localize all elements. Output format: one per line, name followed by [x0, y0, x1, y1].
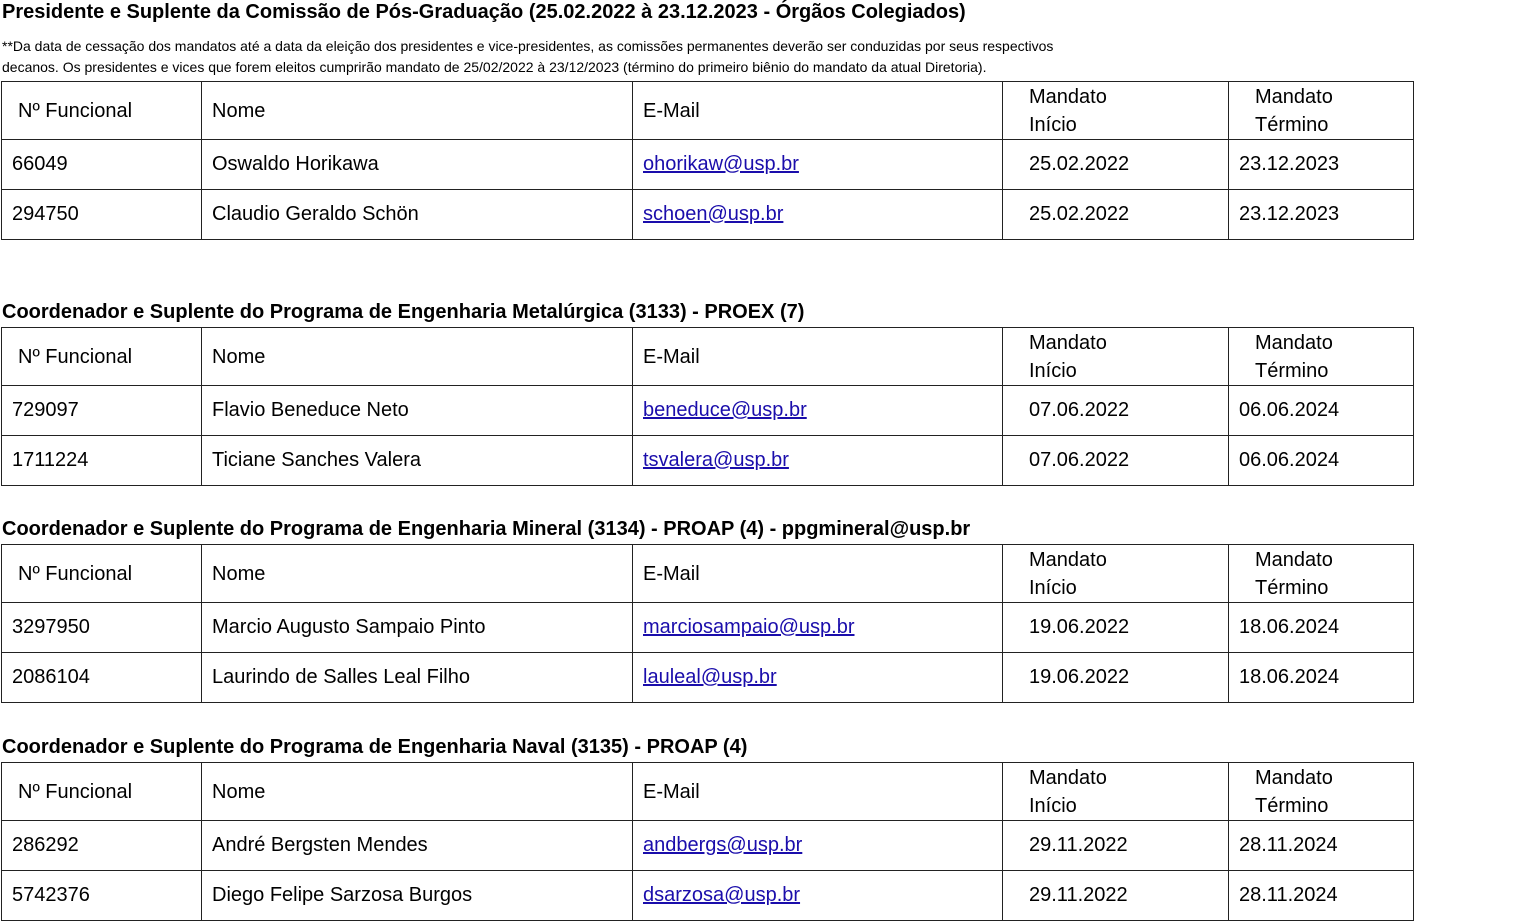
- header-end: Mandato Término: [1229, 545, 1414, 603]
- cell-end: 23.12.2023: [1229, 190, 1414, 240]
- header-name: Nome: [202, 763, 633, 821]
- header-id: Nº Funcional: [2, 545, 202, 603]
- table-header-row: [2, 82, 1414, 140]
- cell-email: [633, 653, 1003, 703]
- table-comissao-pos-graduacao: [1, 81, 1414, 240]
- cell-name: Diego Felipe Sarzosa Burgos: [202, 871, 633, 921]
- cell-id: 286292: [2, 821, 202, 871]
- email-link[interactable]: lauleal@usp.br: [643, 666, 777, 688]
- table-row: [2, 386, 1414, 436]
- header-start: Mandato Início: [1003, 328, 1229, 386]
- email-link[interactable]: beneduce@usp.br: [643, 399, 807, 421]
- cell-end: 23.12.2023: [1229, 140, 1414, 190]
- header-start: Mandato Início: [1003, 82, 1229, 140]
- header-name: Nome: [202, 545, 633, 603]
- header-end: Mandato Término: [1229, 328, 1414, 386]
- cell-end: 06.06.2024: [1229, 436, 1414, 486]
- cell-email: [633, 190, 1003, 240]
- section-1-title: Presidente e Suplente da Comissão de Pós-Graduação (25.02.2022 à 23.12.2023 - Órgãos Colegiados): [2, 1, 966, 23]
- table-row: [2, 436, 1414, 486]
- cell-name: André Bergsten Mendes: [202, 821, 633, 871]
- mandate-note-line-1: **Da data de cessação dos mandatos até a data da eleição dos presidentes e vice-presidentes, as comissões permanentes deverão ser conduzidas por seus respectivos: [2, 38, 1054, 54]
- table-header-row: [2, 328, 1414, 386]
- cell-email: [633, 386, 1003, 436]
- table-row: [2, 653, 1414, 703]
- header-email: E-Mail: [633, 328, 1003, 386]
- table-row: [2, 190, 1414, 240]
- mandate-note-line-2: decanos. Os presidentes e vices que forem eleitos cumprirão mandato de 25/02/2022 à 23/12/2023 (término do primeiro biênio do mandato da atual Diretoria).: [2, 59, 987, 75]
- email-link[interactable]: andbergs@usp.br: [643, 834, 803, 856]
- email-link[interactable]: tsvalera@usp.br: [643, 449, 789, 471]
- cell-id: 1711224: [2, 436, 202, 486]
- cell-name: Laurindo de Salles Leal Filho: [202, 653, 633, 703]
- cell-start: 07.06.2022: [1003, 436, 1229, 486]
- email-link[interactable]: schoen@usp.br: [643, 203, 784, 225]
- header-start: Mandato Início: [1003, 763, 1229, 821]
- cell-email: [633, 821, 1003, 871]
- cell-start: 25.02.2022: [1003, 140, 1229, 190]
- table-header-row: [2, 763, 1414, 821]
- section-4-title: Coordenador e Suplente do Programa de Engenharia Naval (3135) - PROAP (4): [2, 736, 748, 758]
- table-engenharia-metalurgica: [1, 327, 1414, 486]
- header-email: E-Mail: [633, 82, 1003, 140]
- cell-end: 18.06.2024: [1229, 603, 1414, 653]
- cell-end: 06.06.2024: [1229, 386, 1414, 436]
- cell-name: Ticiane Sanches Valera: [202, 436, 633, 486]
- header-end: Mandato Término: [1229, 763, 1414, 821]
- header-id: Nº Funcional: [2, 328, 202, 386]
- cell-id: 294750: [2, 190, 202, 240]
- email-link[interactable]: marciosampaio@usp.br: [643, 616, 855, 638]
- cell-id: 2086104: [2, 653, 202, 703]
- header-start: Mandato Início: [1003, 545, 1229, 603]
- cell-end: 28.11.2024: [1229, 871, 1414, 921]
- section-2-title: Coordenador e Suplente do Programa de Engenharia Metalúrgica (3133) - PROEX (7): [2, 301, 805, 323]
- cell-start: 29.11.2022: [1003, 821, 1229, 871]
- mandate-note: [2, 36, 1202, 78]
- email-link[interactable]: ohorikaw@usp.br: [643, 153, 799, 175]
- table-row: [2, 821, 1414, 871]
- cell-email: [633, 603, 1003, 653]
- table-row: [2, 140, 1414, 190]
- cell-name: Oswaldo Horikawa: [202, 140, 633, 190]
- header-id: Nº Funcional: [2, 82, 202, 140]
- cell-end: 18.06.2024: [1229, 653, 1414, 703]
- cell-email: [633, 871, 1003, 921]
- table-engenharia-naval: [1, 762, 1414, 921]
- header-name: Nome: [202, 82, 633, 140]
- cell-name: Marcio Augusto Sampaio Pinto: [202, 603, 633, 653]
- cell-start: 19.06.2022: [1003, 603, 1229, 653]
- cell-email: [633, 436, 1003, 486]
- cell-start: 07.06.2022: [1003, 386, 1229, 436]
- cell-email: [633, 140, 1003, 190]
- header-id: Nº Funcional: [2, 763, 202, 821]
- cell-name: Claudio Geraldo Schön: [202, 190, 633, 240]
- header-email: E-Mail: [633, 545, 1003, 603]
- cell-id: 3297950: [2, 603, 202, 653]
- header-email: E-Mail: [633, 763, 1003, 821]
- table-engenharia-mineral: [1, 544, 1414, 703]
- cell-name: Flavio Beneduce Neto: [202, 386, 633, 436]
- cell-start: 19.06.2022: [1003, 653, 1229, 703]
- cell-id: 729097: [2, 386, 202, 436]
- cell-id: 5742376: [2, 871, 202, 921]
- table-row: [2, 871, 1414, 921]
- cell-id: 66049: [2, 140, 202, 190]
- cell-start: 29.11.2022: [1003, 871, 1229, 921]
- header-end: Mandato Término: [1229, 82, 1414, 140]
- email-link[interactable]: dsarzosa@usp.br: [643, 884, 801, 906]
- cell-start: 25.02.2022: [1003, 190, 1229, 240]
- section-3-title: Coordenador e Suplente do Programa de Engenharia Mineral (3134) - PROAP (4) - ppgmineral@usp.br: [2, 518, 971, 540]
- header-name: Nome: [202, 328, 633, 386]
- table-row: [2, 603, 1414, 653]
- cell-end: 28.11.2024: [1229, 821, 1414, 871]
- table-header-row: [2, 545, 1414, 603]
